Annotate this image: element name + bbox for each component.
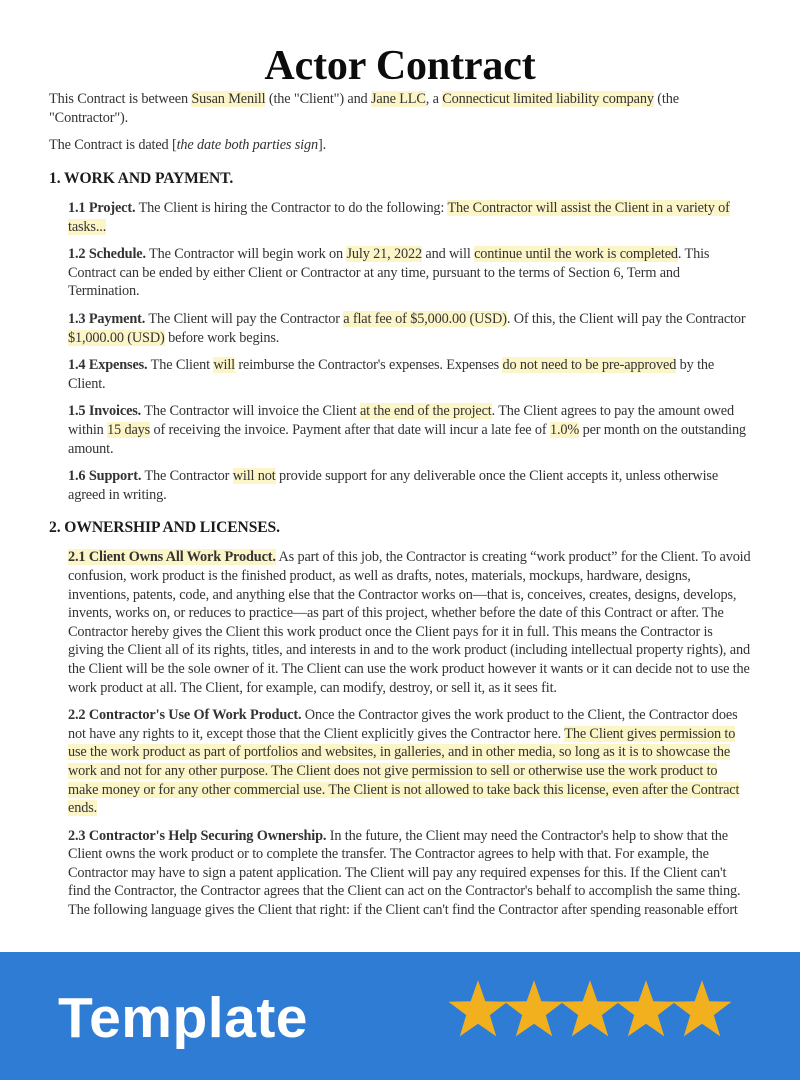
text-run: ]. [318, 137, 327, 154]
text-run: per month on the outstanding amount. [68, 422, 746, 457]
text-run: will not [232, 468, 276, 485]
text-run: Susan Menill [191, 91, 266, 108]
text-run: The Client will pay the Contractor [145, 311, 344, 328]
text-run: do not need to be pre-approved [502, 357, 677, 374]
text-run: the date both parties sign [176, 137, 319, 154]
text-run: The Contractor will invoice the Client [141, 403, 360, 420]
text-run: continue until the work is completed [474, 246, 678, 263]
text-run: . The Client agrees to pay the amount owed within [68, 403, 734, 439]
dated-paragraph [49, 136, 751, 155]
contract-document [49, 0, 751, 929]
text-run: The Contract is dated [ [49, 137, 177, 154]
text-run: 1.3 Payment. [68, 311, 146, 328]
text-run: will [213, 357, 235, 374]
text-run: 2.1 Client Owns All Work Product. [68, 549, 276, 566]
star-icon [615, 979, 677, 1038]
text-run: This Contract is between [49, 91, 192, 108]
star-icon [447, 979, 509, 1038]
text-run: The Client gives permission to use the work product as part of portfolios and websites, in galleries, and in other media, so long as it is to showcase the work and not for any other purpose. The Client does not give permission to sell or otherwise use the work product to make money or for any other commercial use. The Client is not allowed to take back this license, even after the Contract ends. [68, 725, 740, 817]
clause-2-1 [68, 548, 751, 697]
text-run: . This Contract can be ended by either Client or Contractor at any time, pursuant to the terms of Section 6, Term and Termination. [68, 246, 710, 300]
text-run: 15 days [107, 422, 151, 439]
clause-2-2 [68, 706, 751, 818]
template-banner-label: Template [58, 986, 309, 1050]
text-run: 1.4 Expenses. [68, 357, 148, 374]
text-run: 2.3 Contractor's Help Securing Ownership. [68, 827, 327, 844]
text-run: at the end of the project [359, 403, 492, 420]
text-run: a flat fee of $5,000.00 (USD) [343, 311, 507, 328]
star-rating [447, 979, 733, 1038]
text-run: and will [421, 246, 475, 263]
star-icon [671, 979, 733, 1038]
clause-1-1 [68, 199, 751, 236]
text-run: $1,000.00 (USD) [68, 329, 165, 346]
text-run: 1.1 Project. [68, 200, 136, 217]
text-run: 1.5 Invoices. [68, 403, 142, 420]
text-run: reimburse the Contractor's expenses. Expenses [234, 357, 503, 374]
contract-title: Actor Contract [264, 43, 536, 89]
clause-1-4 [68, 356, 751, 393]
text-run: (the "Client") and [265, 91, 371, 108]
text-run: 2.2 Contractor's Use Of Work Product. [68, 707, 302, 724]
text-run: (the "Contractor"). [49, 91, 679, 126]
text-run: 1.6 Support. [68, 468, 142, 485]
text-run: Once the Contractor gives the work product to the Client, the Contractor does not have any rights to it, except those that the Client explicitly gives the Contractor here. [68, 707, 738, 742]
text-run: The Client is hiring the Contractor to do the following: [135, 200, 448, 217]
star-icon [559, 979, 621, 1038]
text-run: July 21, 2022 [346, 246, 422, 263]
text-run: As part of this job, the Contractor is creating “work product” for the Client. To avoid confusion, work product is the finished product, as well as drafts, notes, materials, mockups, hardware, designs, inventions, patents, code, and anything else that the Contractor works on—that is, conceives, creates, designs, develops, invents, works on, or reduces to practice—as part of this project, whether before the date of this Contract or after. The Contractor hereby gives the Client this work product once the Client pays for it in full. This means the Contractor is giving the Client all of its rights, titles, and interests in and to the work product (including intellectual property rights), and the Client will be the sole owner of it. The Client can use the work product however it wants or it can decide not to use the work product at all. The Client, for example, can modify, destroy, or sell it, as it sees fit. [68, 549, 751, 696]
text-run: Connecticut limited liability company [442, 91, 654, 108]
text-run: provide support for any deliverable once the Client accepts it, unless otherwise agreed in writing. [68, 468, 719, 503]
text-run: In the future, the Client may need the Contractor's help to show that the Client owns the work product or to complete the transfer. The Contractor agrees to help with that. For example, the Contractor may have to sign a patent application. The Client will pay any required expenses for this. If the Client can't find the Contractor, the Contractor agrees that the Client can act on the Contractor's behalf to accomplish the same thing. The following language gives the Client that right: if the Client can't find the Contractor after spending reasonable effort [68, 827, 741, 919]
text-run: . Of this, the Client will pay the Contractor [506, 311, 746, 328]
intro-paragraph [49, 90, 751, 127]
text-run: The Contractor will begin work on [145, 246, 347, 263]
text-run: of receiving the invoice. Payment after that date will incur a late fee of [150, 422, 550, 439]
clause-2-3 [68, 827, 751, 920]
template-banner [0, 952, 800, 1080]
text-run: before work begins. [164, 329, 280, 346]
text-run: , a [425, 91, 443, 108]
clause-1-6 [68, 467, 751, 504]
clause-1-3 [68, 310, 751, 347]
text-run: The Client [147, 357, 214, 374]
star-icon [503, 979, 565, 1038]
clause-1-5 [68, 402, 751, 458]
section-2-heading: 2. OWNERSHIP AND LICENSES. [49, 519, 280, 537]
text-run: 1.0% [549, 422, 580, 439]
text-run: Jane LLC [370, 91, 426, 108]
section-1-heading: 1. WORK AND PAYMENT. [49, 170, 234, 188]
text-run: The Contractor [141, 468, 233, 485]
clause-1-2 [68, 245, 751, 301]
text-run: 1.2 Schedule. [68, 246, 146, 263]
text-run: by the Client. [68, 357, 715, 392]
text-run: The Contractor will assist the Client in a variety of tasks... [68, 200, 730, 235]
